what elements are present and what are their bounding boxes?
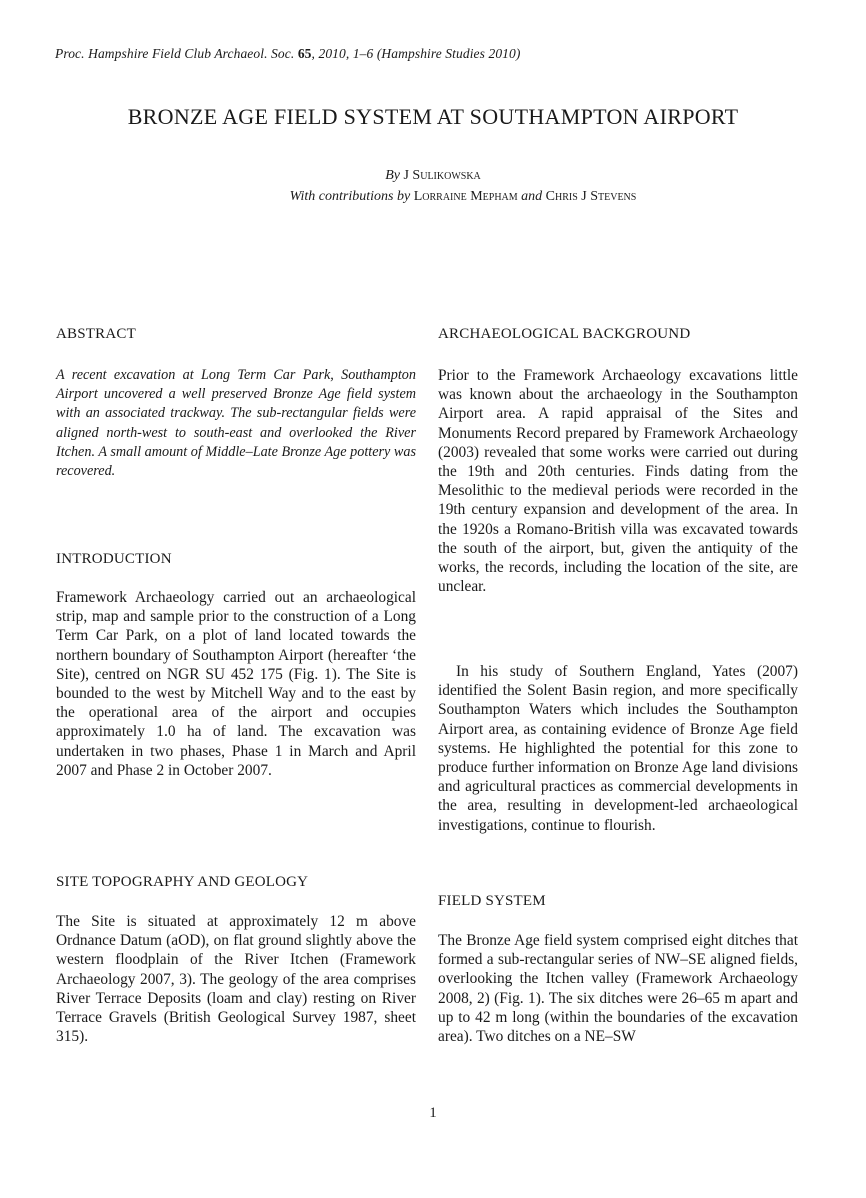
section-heading-field-system: FIELD SYSTEM bbox=[438, 893, 546, 909]
contributors-line bbox=[0, 186, 866, 207]
article-title: BRONZE AGE FIELD SYSTEM AT SOUTHAMPTON AIRPORT bbox=[127, 104, 739, 129]
byline bbox=[0, 165, 866, 207]
contributor-name: Chris J Stevens bbox=[545, 189, 637, 204]
section-heading-background: ARCHAEOLOGICAL BACKGROUND bbox=[438, 326, 691, 342]
and-label: and bbox=[521, 189, 543, 204]
abstract-text: A recent excavation at Long Term Car Park, Southampton Airport uncovered a well preserved Bronze Age field system with an associated trackway. The sub-rectangular fields were aligned north-west to south-east and overlooked the River Itchen. A small amount of Middle–Late Bronze Age pottery was recovered. bbox=[56, 367, 416, 480]
section-heading-introduction: INTRODUCTION bbox=[56, 551, 172, 567]
background-paragraph: Prior to the Framework Archaeology excavations little was known about the archaeology in the Southampton Airport area. A rapid appraisal of the Sites and Monuments Record prepared by Framework Archaeology (2003) revealed that some works were carried out during the 19th and 20th centuries. Finds dating from the Mesolithic to the medieval periods were recorded in the 19th century expansion and development of the area. In the 1920s a Romano-British villa was excavated towards the south of the airport, but, given the antiquity of the works, the records, including the location of the site, are unclear. bbox=[438, 367, 798, 596]
background-paragraph: In his study of Southern England, Yates (2007) identified the Solent Basin region, and more specifically Southampton Waters which includes the Southampton Airport area, as containing evidence of Bronze Age field systems. He highlighted the potential for this zone to produce further information on Bronze Age land divisions and agricultural practices as commercial developments in the area, resulting in development-led archaeological investigations, continue to flourish. bbox=[438, 663, 798, 834]
section-heading-topography: SITE TOPOGRAPHY AND GEOLOGY bbox=[56, 874, 309, 890]
introduction-text: Framework Archaeology carried out an archaeological strip, map and sample prior to the construction of a Long Term Car Park, on a plot of land located towards the northern boundary of Southampton Airport (hereafter ‘the Site), centred on NGR SU 452 175 (Fig. 1). The Site is bounded to the west by Mitchell Way and to the east by the operational area of the airport and occupies approximately 1.0 ha of land. The excavation was undertaken in two phases, Phase 1 in March and April 2007 and Phase 2 in October 2007. bbox=[56, 589, 416, 779]
by-label: By bbox=[385, 168, 400, 183]
page-number: 1 bbox=[429, 1105, 437, 1121]
journal-name: Proc. Hampshire Field Club Archaeol. Soc. bbox=[55, 46, 295, 61]
contributions-label: With contributions by bbox=[289, 189, 411, 204]
journal-year-pages: , 2010, 1–6 (Hampshire Studies 2010) bbox=[311, 46, 521, 61]
section-heading-abstract: ABSTRACT bbox=[56, 326, 136, 342]
contributor-name: Lorraine Mepham bbox=[413, 189, 518, 204]
field-system-text: The Bronze Age field system comprised eight ditches that formed a sub-rectangular series of NW–SE aligned fields, overlooking the Itchen valley (Framework Archaeology 2008, 2) (Fig. 1). The six ditches were 26–65 m apart and up to 42 m long (within the boundaries of the excavation area). Two ditches on a NE–SW bbox=[438, 932, 798, 1046]
journal-citation bbox=[55, 46, 815, 62]
topography-text: The Site is situated at approximately 12 m above Ordnance Datum (aOD), on flat ground slightly above the western floodplain of the River Itchen (Framework Archaeology 2007, 3). The geology of the area comprises River Terrace Deposits (loam and clay) resting on River Terrace Gravels (British Geological Survey 1987, sheet 315). bbox=[56, 913, 416, 1046]
author-line bbox=[0, 165, 866, 186]
journal-volume: 65 bbox=[297, 46, 312, 61]
author-name: J Sulikowska bbox=[403, 168, 481, 183]
